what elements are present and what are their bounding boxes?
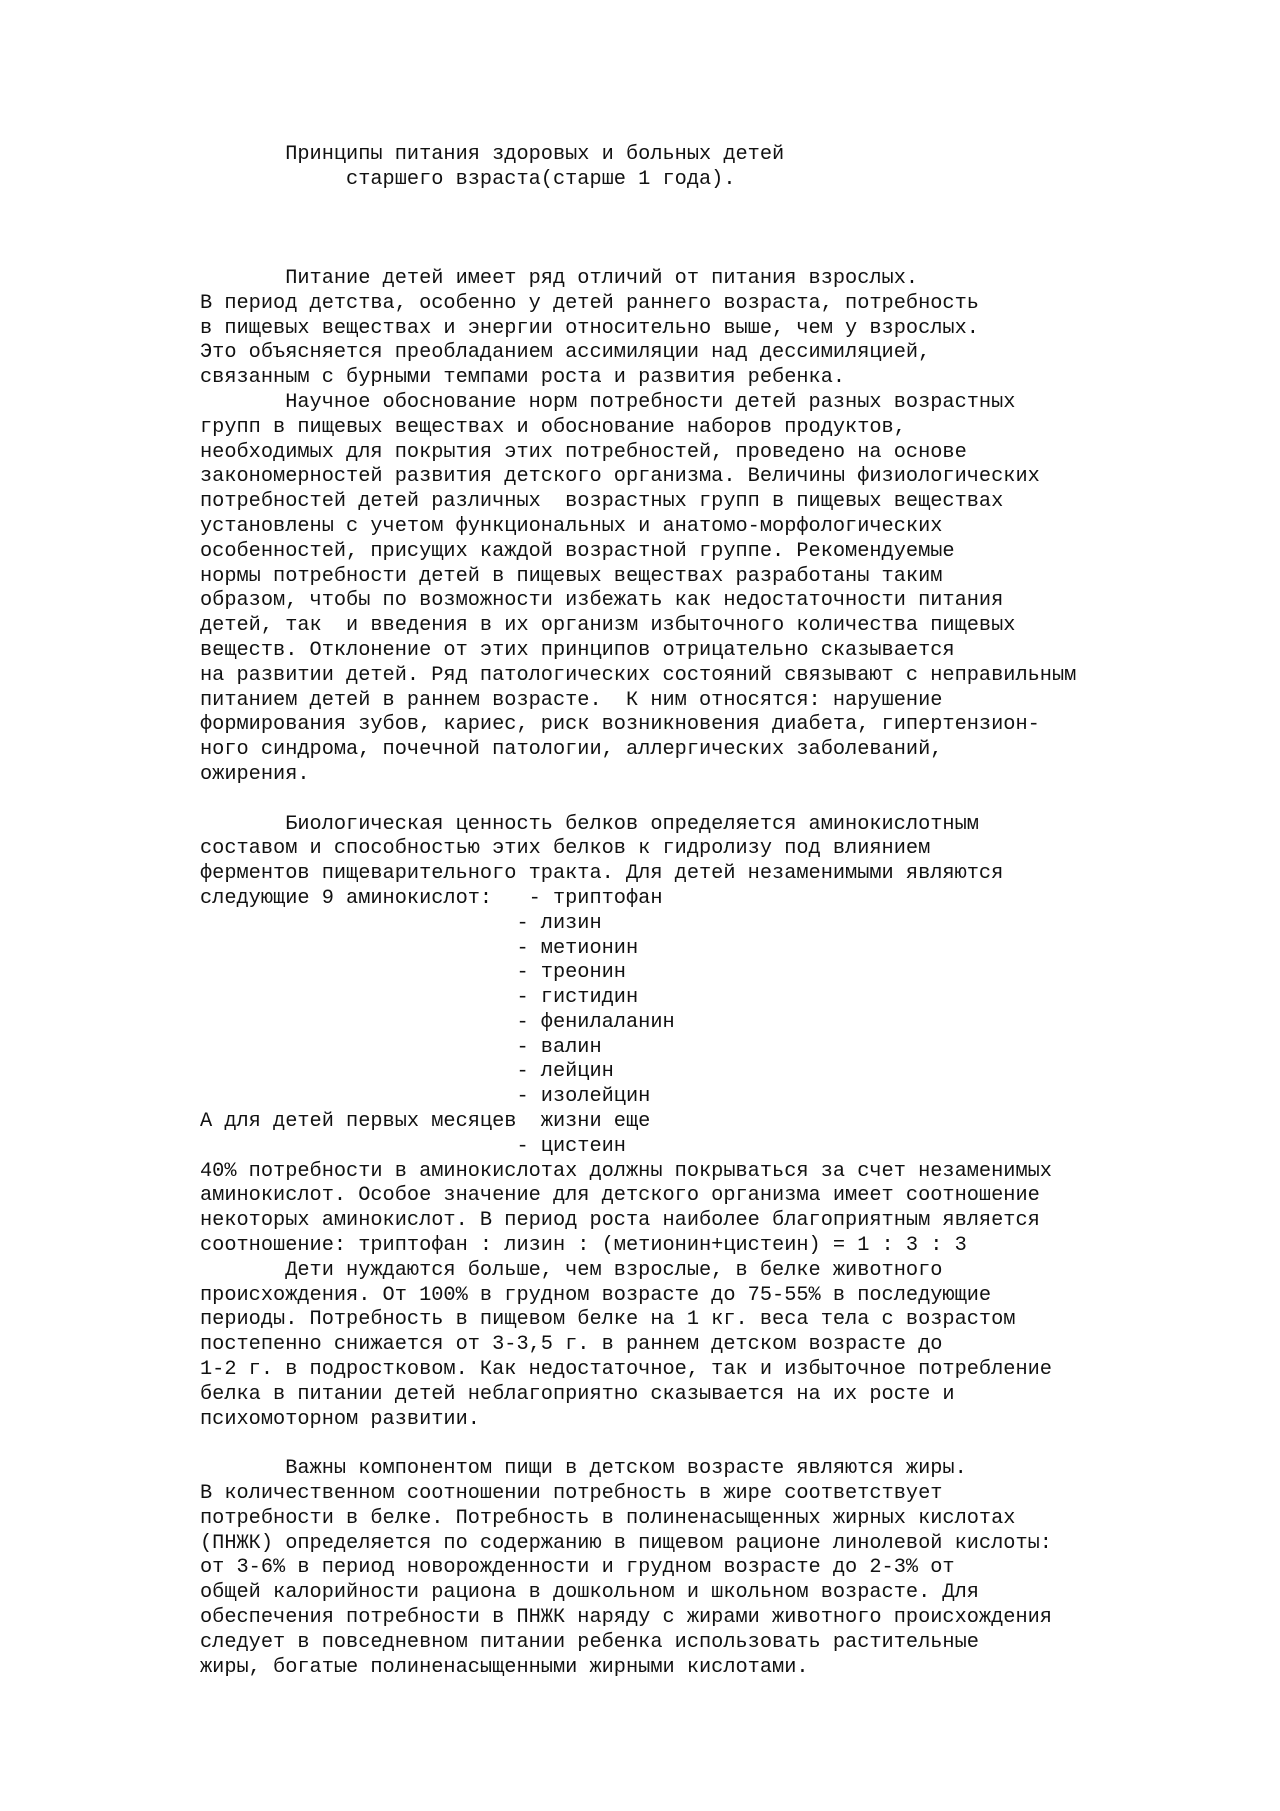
paragraph-fats — [200, 1457, 1260, 1680]
blank-line — [200, 1432, 1260, 1457]
text-line: питанием детей в раннем возрасте. К ним относятся: нарушение — [200, 688, 943, 712]
text-line: В период детства, особенно у детей раннего возраста, потребность — [200, 291, 979, 315]
text-line: соотношение: триптофан : лизин : (метионин+цистеин) = 1 : 3 : 3 — [200, 1234, 967, 1258]
text-line: некоторых аминокислот. В период роста наиболее благоприятным является — [200, 1209, 1040, 1233]
text-line: ного синдрома, почечной патологии, аллергических заболеваний, — [200, 738, 943, 762]
text-line: образом, чтобы по возможности избежать как недостаточности питания — [200, 589, 1004, 613]
text-line: Научное обоснование норм потребности детей разных возрастных — [200, 390, 1016, 414]
amino-acid-list-item: - лизин — [200, 911, 602, 935]
text-line: психомоторном развитии. — [200, 1407, 480, 1431]
paragraph-proteins — [200, 813, 1260, 1433]
amino-acid-list-item: - треонин — [200, 961, 626, 985]
text-line: жиры, богатые полиненасыщенными жирными кислотами. — [200, 1655, 809, 1679]
text-line: связанным с бурными темпами роста и развития ребенка. — [200, 366, 846, 390]
text-line: потребности в белке. Потребность в полиненасыщенных жирных кислотах — [200, 1506, 1016, 1530]
amino-acid-list-item: - метионин — [200, 936, 639, 960]
text-line: следует в повседневном питании ребенка использовать растительные — [200, 1630, 979, 1654]
text-line: аминокислот. Особое значение для детского организма имеет соотношение — [200, 1184, 1040, 1208]
text-line: нормы потребности детей в пищевых веществах разработаны таким — [200, 564, 943, 588]
blank-line — [200, 217, 1260, 242]
text-line: следующие 9 аминокислот: - триптофан — [200, 886, 663, 910]
text-line: (ПНЖК) определяется по содержанию в пищевом рационе линолевой кислоты: — [200, 1531, 1052, 1555]
amino-acid-list-item: - гистидин — [200, 986, 639, 1010]
text-line: В количественном соотношении потребность в жире соответствует — [200, 1482, 943, 1506]
amino-acid-list-item: - изолейцин — [200, 1085, 651, 1109]
amino-acid-list-item: - цистеин — [200, 1134, 626, 1158]
text-line: Дети нуждаются больше, чем взрослые, в белке животного — [200, 1258, 943, 1282]
text-line: на развитии детей. Ряд патологических состояний связывают с неправильным — [200, 663, 1077, 687]
text-line: 40% потребности в аминокислотах должны покрываться за счет незаменимых — [200, 1159, 1052, 1183]
text-line: обеспечения потребности в ПНЖК наряду с жирами животного происхождения — [200, 1606, 1052, 1630]
text-line: Важны компонентом пищи в детском возрасте являются жиры. — [200, 1457, 967, 1481]
text-line: общей калорийности рациона в дошкольном и школьном возрасте. Для — [200, 1581, 979, 1605]
title-line: Принципы питания здоровых и больных детей — [200, 143, 785, 166]
amino-acid-list-item: - валин — [200, 1035, 602, 1059]
text-line: ожирения. — [200, 762, 310, 786]
text-line: 1-2 г. в подростковом. Как недостаточное, так и избыточное потребление — [200, 1358, 1052, 1382]
text-line: закономерностей развития детского организма. Величины физиологических — [200, 465, 1040, 489]
text-line: от 3-6% в период новорожденности и грудном возрасте до 2-3% от — [200, 1556, 955, 1580]
text-line: в пищевых веществах и энергии относительно выше, чем у взрослых. — [200, 316, 979, 340]
paragraph-norms — [200, 391, 1260, 788]
text-line: Биологическая ценность белков определяется аминокислотным — [200, 812, 979, 836]
text-line: А для детей первых месяцев жизни еще — [200, 1110, 651, 1134]
text-line: особенностей, присущих каждой возрастной группе. Рекомендуемые — [200, 539, 955, 563]
text-line: Питание детей имеет ряд отличий от питания взрослых. — [200, 266, 919, 290]
text-line: периоды. Потребность в пищевом белке на 1 кг. веса тела с возрастом — [200, 1308, 1016, 1332]
text-line: потребностей детей различных возрастных групп в пищевых веществах — [200, 490, 1004, 514]
text-line: Это объясняется преобладанием ассимиляции над дессимиляцией, — [200, 341, 931, 365]
text-line: необходимых для покрытия этих потребностей, проведено на основе — [200, 440, 967, 464]
blank-line — [200, 242, 1260, 267]
text-line: веществ. Отклонение от этих принципов отрицательно сказывается — [200, 638, 955, 662]
amino-acid-list-item: - фенилаланин — [200, 1010, 675, 1034]
blank-line — [200, 193, 1260, 218]
text-line: формирования зубов, кариес, риск возникновения диабета, гипертензион- — [200, 713, 1040, 737]
document-body — [200, 143, 1260, 1680]
document-title — [200, 143, 1260, 193]
text-line: постепенно снижается от 3-3,5 г. в раннем детском возрасте до — [200, 1333, 943, 1357]
text-line: установлены с учетом функциональных и анатомо-морфологических — [200, 514, 943, 538]
text-line: происхождения. От 100% в грудном возрасте до 75-55% в последующие — [200, 1283, 992, 1307]
title-line: старшего взраста(старше 1 года). — [200, 167, 736, 191]
text-line: групп в пищевых веществах и обоснование наборов продуктов, — [200, 415, 906, 439]
paragraph-intro — [200, 267, 1260, 391]
blank-line — [200, 788, 1260, 813]
text-line: составом и способностью этих белков к гидролизу под влиянием — [200, 837, 931, 861]
amino-acid-list-item: - лейцин — [200, 1060, 614, 1084]
text-line: детей, так и введения в их организм избыточного количества пищевых — [200, 614, 1016, 638]
text-line: ферментов пищеварительного тракта. Для детей незаменимыми являются — [200, 862, 1004, 886]
text-line: белка в питании детей неблагоприятно сказывается на их росте и — [200, 1382, 955, 1406]
